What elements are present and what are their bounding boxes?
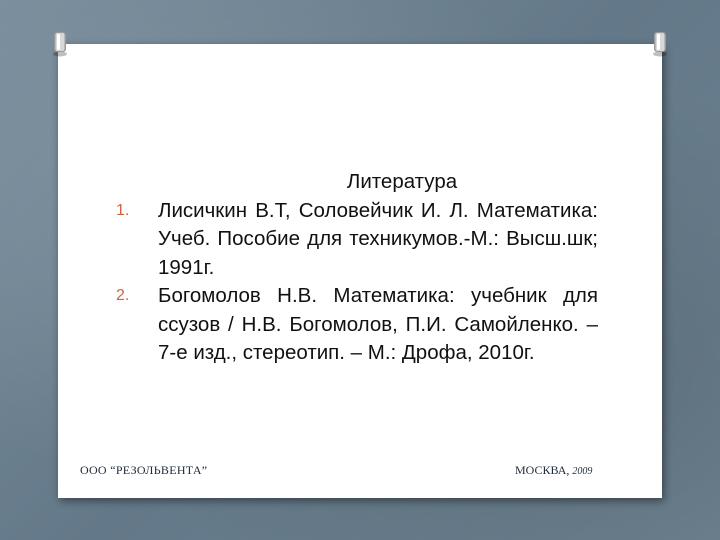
footer-year: 2009 — [572, 466, 593, 477]
list-item — [116, 282, 598, 368]
reference-text: Лисичкин В.Т, Соловейчик И. Л. Математика: Учеб. Пособие для техникумов.-М.: Высш.шк; 1991г. — [158, 198, 598, 279]
page-title: Литература — [346, 170, 458, 193]
footer-company: ООО “РЕЗОЛЬВЕНТА” — [80, 463, 208, 477]
references-list — [116, 197, 598, 368]
footer-city: МОСКВА, — [515, 463, 570, 477]
reference-text: Богомолов Н.В. Математика: учебник для ссузов / Н.В. Богомолов, П.И. Самойленко. – 7-е изд., стереотип. – М.: Дрофа, 2010г. — [158, 284, 598, 364]
list-number: 2. — [116, 287, 130, 304]
list-number: 1. — [116, 201, 130, 219]
footer-city-year — [515, 463, 592, 478]
pushpin-icon — [50, 30, 70, 58]
references-block — [116, 168, 598, 368]
list-item — [116, 197, 598, 283]
pushpin-icon — [650, 30, 670, 58]
